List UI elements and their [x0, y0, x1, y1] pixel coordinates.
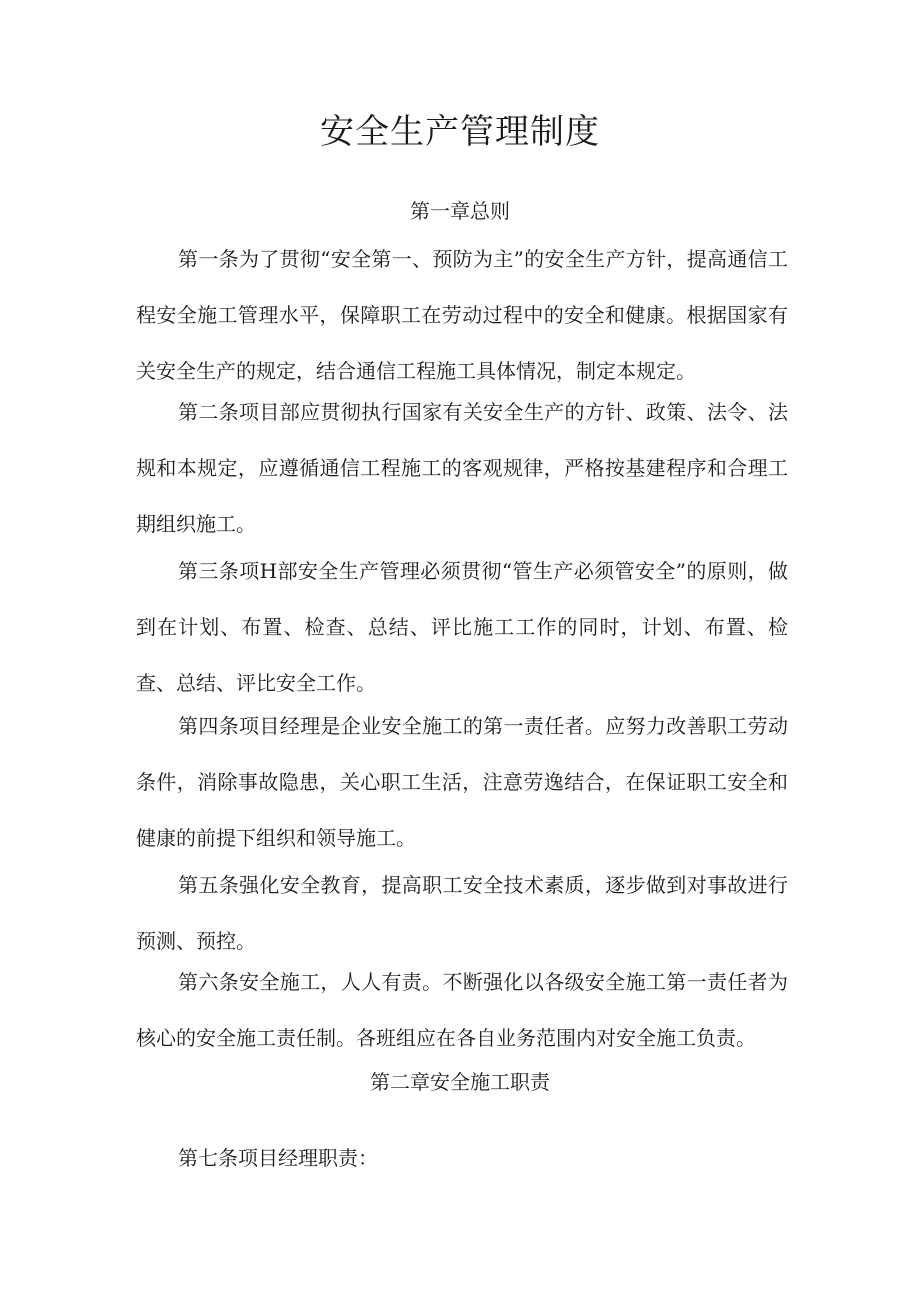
article-7: 第七条项目经理职责： — [178, 1146, 378, 1170]
article-6: 第六条安全施工，人人有责。不断强化以各级安全施工第一责任者为核心的安全施工责任制。各班组应在各自业务范围内对安全施工负责。 — [136, 970, 788, 1050]
article-4: 第四条项目经理是企业安全施工的第一责任者。应努力改善职工劳动条件，消除事故隐患，关心职工生活，注意劳逸结合，在保证职工安全和健康的前提下组织和领导施工。 — [136, 714, 788, 850]
article-2: 第二条项目部应贯彻执行国家有关安全生产的方针、政策、法令、法规和本规定，应遵循通信工程施工的客观规律，严格按基建程序和合理工期组织施工。 — [136, 400, 788, 536]
article-5: 第五条强化安全教育，提高职工安全技术素质，逐步做到对事故进行预测、预控。 — [136, 873, 788, 953]
chapter-1-heading: 第一章总则 — [410, 199, 510, 223]
chapter-2-heading: 第二章安全施工职责 — [370, 1070, 550, 1094]
article-1: 第一条为了贯彻“安全第一、预防为主”的安全生产方针，提高通信工程安全施工管理水平，保障职工在劳动过程中的安全和健康。根据国家有关安全生产的规定，结合通信工程施工具体情况，制定本规定。 — [136, 247, 788, 383]
document-title: 安全生产管理制度 — [320, 112, 600, 152]
article-3: 第三条项H部安全生产管理必须贯彻“管生产必须管安全”的原则，做到在计划、布置、检查、总结、评比施工工作的同时，计划、布置、检查、总结、评比安全工作。 — [136, 559, 788, 695]
